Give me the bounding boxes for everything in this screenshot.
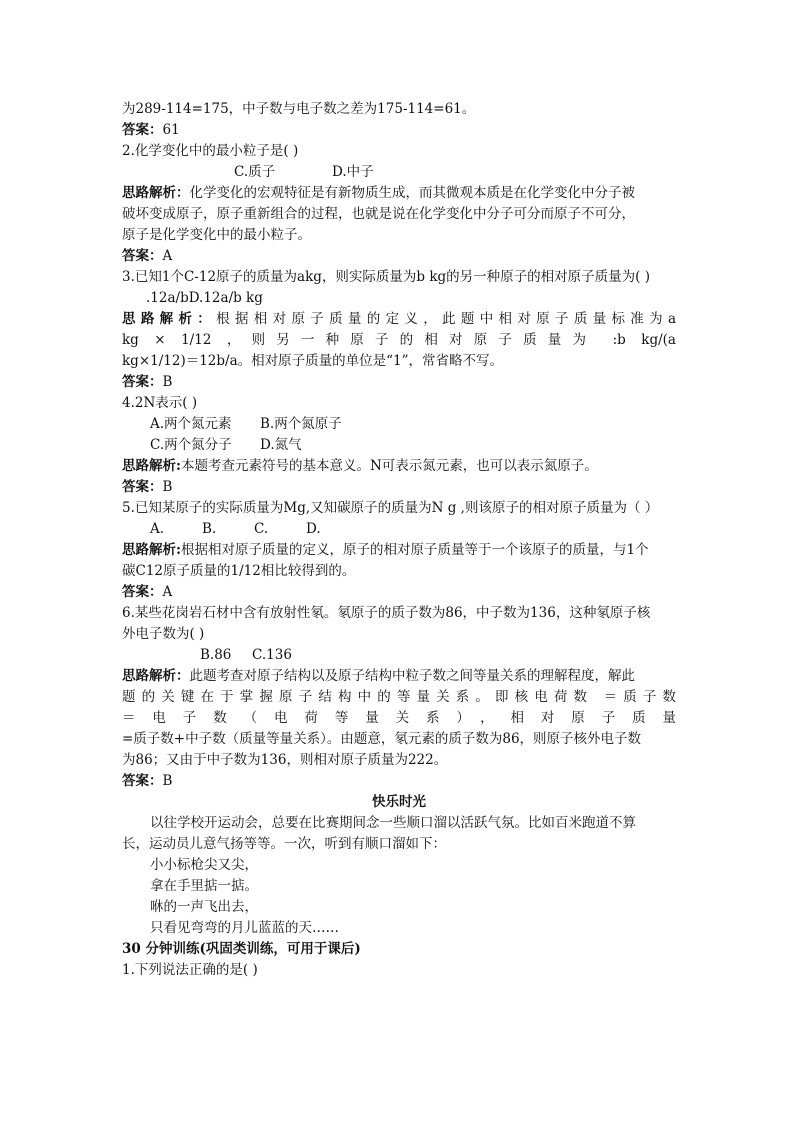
section-title: 快乐时光 <box>372 794 426 810</box>
analysis-line <box>122 456 676 477</box>
text-line: 为289-114=175，中子数与电子数之差为175-114=61。 <box>122 101 476 117</box>
answer-line <box>122 582 676 603</box>
question-2-options <box>122 162 676 183</box>
answer-line <box>122 120 676 141</box>
answer-value: A <box>162 248 173 264</box>
option-c: C. <box>254 521 269 537</box>
analysis-text: 此题考查对原子结构以及原子结构中粒子数之间等量关系的理解程度，解此 <box>189 668 635 684</box>
question-5-options <box>122 519 676 540</box>
answer-label: 答案： <box>122 248 163 264</box>
text-line: 碳C12原子质量的1/12相比较得到的。 <box>122 563 356 579</box>
option-b: B. <box>202 521 217 537</box>
text-line: 为86；又由于中子数为136，则相对原子质量为222。 <box>122 752 448 768</box>
text-line: kg × 1/12 ，则另一种原子的相对原子质量为 :b kg/(a <box>122 332 676 348</box>
answer-value: B <box>162 374 173 390</box>
question-5: 5.已知某原子的实际质量为Mg,又知碳原子的质量为N g ,则该原子的相对原子质量为（ ） <box>122 500 659 516</box>
question-6-options <box>122 645 676 666</box>
question-2: 2.化学变化中的最小粒子是( ) <box>122 143 299 159</box>
text-line: 外电子数为( ) <box>122 626 205 642</box>
text-line: 原子是化学变化中的最小粒子。 <box>122 227 311 243</box>
question-4-options <box>122 435 676 456</box>
option-b: B.86 <box>200 647 232 663</box>
text-line: 破坏变成原子，原子重新组合的过程，也就是说在化学变化中分子可分而原子不可分， <box>122 206 635 222</box>
option-d: D.中子 <box>332 164 374 180</box>
answer-label: 答案： <box>122 773 163 789</box>
answer-label: 答案： <box>122 122 163 138</box>
poem-line: 咻的一声飞出去， <box>150 899 258 915</box>
option-c: C.质子 <box>234 164 276 180</box>
text-line: kg×1/12)＝12b/a。相对原子质量的单位是“1”，常省略不写。 <box>122 353 504 369</box>
option-b: B.两个氮原子 <box>260 416 342 432</box>
analysis-label: 思路解析： <box>122 185 190 201</box>
question-4-options <box>122 414 676 435</box>
analysis-text: 化学变化的宏观特征是有新物质生成，而其微观本质是在化学变化中分子被 <box>189 185 635 201</box>
analysis-text: 本题考查元素符号的基本意义。N可表示氮元素，也可以表示氮原子。 <box>180 458 598 474</box>
analysis-line <box>122 666 676 687</box>
answer-value: B <box>162 479 173 495</box>
option-a: A.两个氮元素 <box>150 416 232 432</box>
answer-label: 答案： <box>122 374 163 390</box>
option-d: D.氮气 <box>260 437 302 453</box>
text-line: 长，运动员儿意气扬等等。一次，听到有顺口溜如下： <box>122 836 446 852</box>
poem-line: 小小标枪尖又尖， <box>150 857 258 873</box>
poem-line: 只看见弯弯的月儿蓝蓝的天…… <box>150 920 339 936</box>
text-line: =质子数+中子数（质量等量关系）。由题意，氡元素的质子数为86，则原子核外电子数 <box>122 731 642 747</box>
answer-value: 61 <box>162 122 180 138</box>
analysis-text: 根据相对原子质量的定义，原子的相对原子质量等于一个该原子的质量，与1个 <box>180 542 649 558</box>
question-4: 4.2N表示( ) <box>122 395 198 411</box>
answer-line <box>122 246 676 267</box>
poem-line: 拿在手里掂一掂。 <box>150 878 258 894</box>
answer-value: A <box>162 584 173 600</box>
answer-label: 答案： <box>122 584 163 600</box>
analysis-line <box>122 309 676 330</box>
answer-value: B <box>162 773 173 789</box>
answer-line <box>122 771 676 792</box>
option-a: A. <box>150 521 165 537</box>
question-1: 1.下列说法正确的是( ) <box>122 962 258 978</box>
analysis-line <box>122 183 676 204</box>
text-line: 题的关键在于掌握原子结构中的等量关系。即核电荷数 ＝质子数 <box>122 689 676 705</box>
option-c: C.两个氮分子 <box>150 437 232 453</box>
answer-line <box>122 372 676 393</box>
analysis-label: 思路解析： <box>122 668 190 684</box>
question-6: 6.某些花岗岩石材中含有放射性氡。氡原子的质子数为86，中子数为136，这种氡原子核 <box>122 605 651 621</box>
analysis-label: 思路解析: <box>122 458 181 474</box>
analysis-label: 思路解析: <box>122 542 181 558</box>
option-d: D. <box>306 521 321 537</box>
question-3: 3.已知1个C-12原子的质量为akg，则实际质量为b kg的另一种原子的相对原子质量为( ) <box>122 269 650 285</box>
section-heading: 30 分钟训练(巩固类训练，可用于课后) <box>122 941 361 957</box>
question-3-options: .12a/bD.12a/b kg <box>146 290 263 306</box>
answer-line <box>122 477 676 498</box>
text-line: ＝电子数（电荷等量关系），相对原子质量 <box>122 710 676 726</box>
analysis-line <box>122 540 676 561</box>
text-line: 以往学校开运动会，总要在比赛期间念一些顺口溜以活跃气氛。比如百米跑道不算 <box>150 815 636 831</box>
analysis-text: 根据相对原子质量的定义，此题中相对原子质量标准为a <box>216 311 676 327</box>
option-c: C.136 <box>252 647 292 663</box>
analysis-label: 思路解析： <box>122 311 217 327</box>
answer-label: 答案： <box>122 479 163 495</box>
